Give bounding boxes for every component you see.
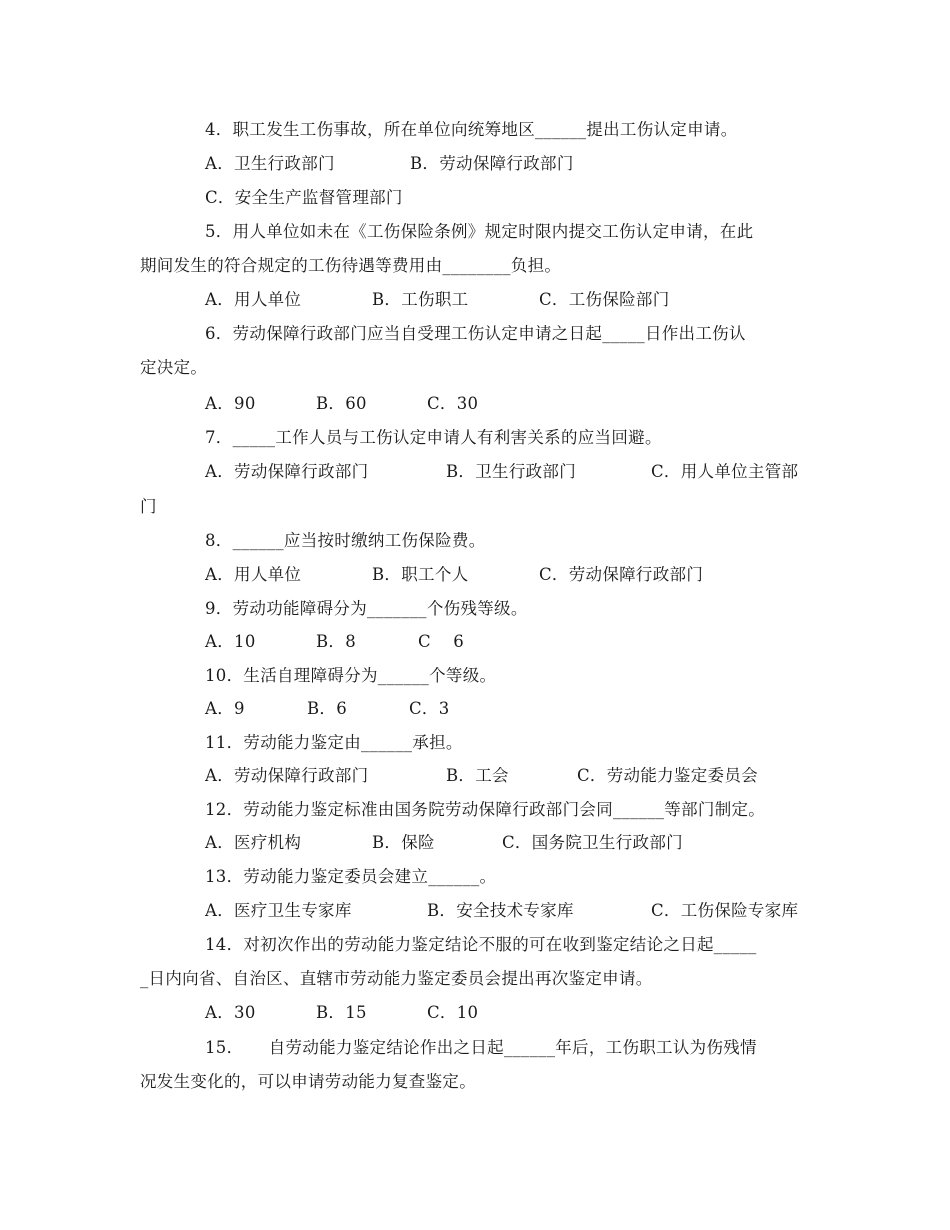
question-6-text-continued: 定决定。: [140, 358, 208, 377]
option-b: B．工伤职工: [372, 290, 469, 309]
option-b: B．8: [316, 632, 357, 651]
option-a: A．用人单位: [205, 290, 302, 309]
question-12-text: 12．劳动能力鉴定标准由国务院劳动保障行政部门会同______等部门制定。: [205, 800, 766, 819]
question-4-text: 4．职工发生工伤事故，所在单位向统筹地区______提出工伤认定申请。: [205, 120, 738, 139]
question-7-text: 7．_____工作人员与工伤认定申请人有利害关系的应当回避。: [205, 428, 662, 447]
option-c: C．工伤保险专家库: [651, 901, 799, 920]
option-b: B．保险: [372, 833, 435, 852]
option-a: A．劳动保障行政部门: [205, 766, 369, 785]
option-a: A．医疗机构: [205, 833, 302, 852]
question-8-text: 8．______应当按时缴纳工伤保险费。: [205, 531, 486, 550]
question-13-text: 13．劳动能力鉴定委员会建立______。: [205, 867, 497, 886]
option-a: A．90: [205, 394, 256, 413]
question-9-text: 9．劳动功能障碍分为_______个伤残等级。: [205, 599, 528, 618]
option-c: C．劳动保障行政部门: [539, 565, 704, 584]
option-c: C．用人单位主管部: [651, 462, 799, 481]
option-b: B．安全技术专家库: [427, 901, 574, 920]
option-c: C．10: [427, 1003, 479, 1022]
option-a: A．用人单位: [205, 565, 302, 584]
question-5-text-continued: 期间发生的符合规定的工伤待遇等费用由________负担。: [140, 256, 562, 275]
question-15-text: 15． 自劳动能力鉴定结论作出之日起______年后，工伤职工认为伤残情: [205, 1038, 757, 1057]
option-c: C．国务院卫生行政部门: [502, 833, 683, 852]
option-a: A．医疗卫生专家库: [205, 901, 352, 920]
question-10-text: 10．生活自理障碍分为______个等级。: [205, 666, 497, 685]
option-a: A．卫生行政部门: [205, 154, 335, 173]
option-b: B．15: [316, 1003, 367, 1022]
option-c: C．30: [427, 394, 479, 413]
option-a: A．劳动保障行政部门: [205, 462, 369, 481]
option-b: B．6: [307, 699, 348, 718]
question-7-option-wrap: 门: [140, 497, 157, 516]
option-c: C．工伤保险部门: [539, 290, 670, 309]
option-c: C 6: [418, 632, 465, 651]
option-a: A．10: [205, 632, 256, 651]
option-c: C．3: [409, 699, 450, 718]
option-b: B．60: [316, 394, 367, 413]
option-b: B．职工个人: [372, 565, 469, 584]
option-b: B．工会: [446, 766, 509, 785]
option-a: A．9: [205, 699, 245, 718]
question-6-text: 6．劳动保障行政部门应当自受理工伤认定申请之日起_____日作出工伤认: [205, 324, 746, 343]
question-14-text: 14．对初次作出的劳动能力鉴定结论不服的可在收到鉴定结论之日起_____: [205, 935, 757, 954]
question-15-text-continued: 况发生变化的，可以申请劳动能力复查鉴定。: [140, 1072, 476, 1091]
option-c: C．安全生产监督管理部门: [205, 188, 403, 207]
question-5-text: 5．用人单位如未在《工伤保险条例》规定时限内提交工伤认定申请，在此: [205, 222, 754, 241]
option-b: B．劳动保障行政部门: [410, 154, 574, 173]
option-a: A．30: [205, 1003, 256, 1022]
question-11-text: 11．劳动能力鉴定由______承担。: [205, 733, 463, 752]
question-14-text-continued: _日内向省、自治区、直辖市劳动能力鉴定委员会提出再次鉴定申请。: [140, 969, 653, 988]
option-c: C．劳动能力鉴定委员会: [577, 766, 758, 785]
option-b: B．卫生行政部门: [446, 462, 577, 481]
